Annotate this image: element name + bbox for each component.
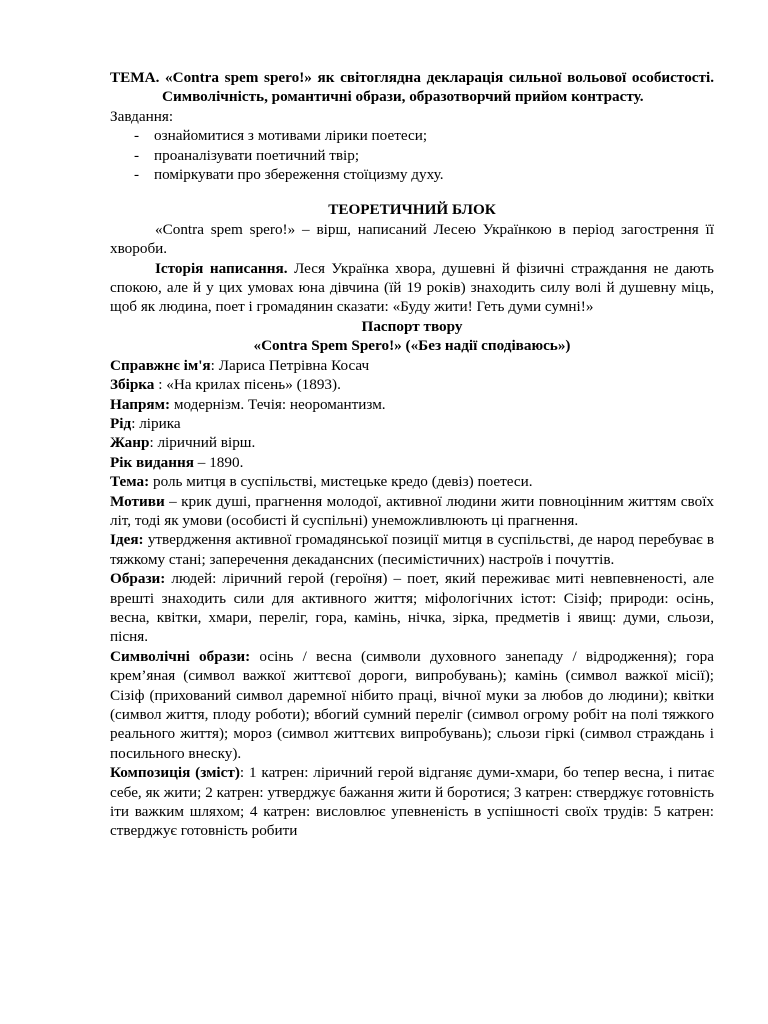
field-label: Ідея: <box>110 531 144 549</box>
task-text: поміркувати про збереження стоїцизму духу. <box>154 166 444 184</box>
field-label: Збірка <box>110 376 155 394</box>
field-value: Лариса Петрівна Косач <box>218 356 370 374</box>
document-page <box>110 68 714 841</box>
theory-heading: ТЕОРЕТИЧНИЙ БЛОК <box>328 201 496 219</box>
task-item <box>110 126 714 145</box>
history-text: Леся Українка хвора, душевні й фізичні страждання не дають спокою, але й у цих умовах юна дівчина (їй 19 років) знаходить силу волі й душевну міць, щоб як людина, поет і громадянин сказати: «Буду жити! Геть думи сумні!» <box>110 259 714 316</box>
field-separator: : <box>149 434 158 452</box>
field-separator: : <box>210 356 219 374</box>
field-separator: – <box>164 492 182 510</box>
field-idea <box>110 530 714 569</box>
field-kind <box>110 414 714 433</box>
field-value: 1 катрен: ліричний герой відганяє думи-хмари, бо тепер весна, і питає себе, як жити; 2 катрен: утверджує бажання жити й боротися; 3 катрен: стверджує готовність іти важким шляхом; 4 катрен: висловлює упевненість в успішності своїх трудів: 5 катрен: стверджує готовність робити <box>110 764 714 840</box>
field-images <box>110 569 714 647</box>
field-theme <box>110 472 714 491</box>
topic-heading <box>110 68 714 107</box>
field-motives <box>110 492 714 531</box>
field-label: Рік видання <box>110 453 194 471</box>
history-label: Історія написання. <box>155 259 288 277</box>
topic-label: ТЕМА. <box>110 69 160 86</box>
bullet-dash: - <box>134 146 140 164</box>
field-value: утвердження активної громадянської позиції митця в суспільстві, де народ перебуває в тяжкому стані; заперечення декадансних (песимістичних) настроїв і почуттів. <box>110 531 715 568</box>
field-real-name <box>110 356 714 375</box>
field-value: лірика <box>139 414 181 432</box>
field-label: Напрям: <box>110 395 171 413</box>
field-label: Рід <box>110 414 132 432</box>
bullet-dash: - <box>134 166 140 184</box>
bullet-dash: - <box>134 127 140 145</box>
topic-text: «Contra spem spero!» як світоглядна декларація сильної вольової особистості. Символічність, романтичні образи, образотворчий прийом контрасту. <box>162 69 714 106</box>
field-value: ліричний вірш. <box>157 434 256 452</box>
field-genre <box>110 433 714 452</box>
task-text: ознайомитися з мотивами лірики поетеси; <box>154 127 428 145</box>
field-symbolic-images <box>110 647 714 763</box>
field-value: «На крилах пісень» (1893). <box>166 376 341 394</box>
field-collection <box>110 375 714 394</box>
field-composition <box>110 763 714 841</box>
field-separator: : <box>131 414 140 432</box>
field-separator: : <box>154 376 167 394</box>
field-separator: – <box>194 453 210 471</box>
theory-intro: «Contra spem spero!» – вірш, написаний Лесею Українкою в період загострення її хвороби. <box>110 220 714 258</box>
field-value: людей: ліричний герой (героїня) – поет, який переживає миті невпевненості, але врешті знаходить сили для активного життя; міфологічних істот: Сізіф; природи: осінь, весна, квітки, хмари, переліг, гора, камінь, нічка, зірка, предметів і явищ: думи, сльози, пісня. <box>110 570 714 646</box>
field-label: Жанр <box>110 434 150 452</box>
field-year <box>110 453 714 472</box>
tasks-list <box>110 126 714 184</box>
task-text: проаналізувати поетичний твір; <box>154 146 360 164</box>
field-label: Символічні образи: <box>110 647 251 665</box>
task-item <box>110 165 714 184</box>
field-separator: : <box>239 764 249 782</box>
history-paragraph <box>110 259 714 317</box>
field-value: модернізм. Течія: неоромантизм. <box>173 395 386 413</box>
field-label: Композиція (зміст) <box>110 764 240 782</box>
tasks-heading: Завдання: <box>110 107 174 125</box>
field-label: Тема: <box>110 473 150 491</box>
field-value: осінь / весна (символи духовного занепаду / відродження); гора крем’яная (символ важкої життєвої дороги, випробувань); камінь (символ важкої місії); Сізіф (прихований символ даремної нібито праці, вічної муки за любов до людини); квітки (символ життя, плоду роботи); вбогий сумний переліг (символ огрому робіт на полі тяжкого реального життя); мороз (символ життєвих випробувань); сльози гіркі (символ страждань і посильного внеску). <box>110 647 715 762</box>
field-label: Образи: <box>110 570 166 588</box>
field-value: роль митця в суспільстві, мистецьке кредо (девіз) поетеси. <box>152 473 533 491</box>
task-item <box>110 146 714 165</box>
passport-heading: Паспорт твору <box>361 317 463 335</box>
field-direction <box>110 395 714 414</box>
field-label: Справжнє ім'я <box>110 356 211 374</box>
field-label: Мотиви <box>110 492 165 510</box>
field-value: 1890. <box>209 453 244 471</box>
passport-subheading: «Contra Spem Spero!» («Без надії сподіваюсь») <box>253 337 571 355</box>
field-value: крик душі, прагнення молодої, активної людини жити повноцінним життям своїх літ, тоді як умови (особисті й суспільні) унеможливлюють ці прагнення. <box>110 492 715 529</box>
